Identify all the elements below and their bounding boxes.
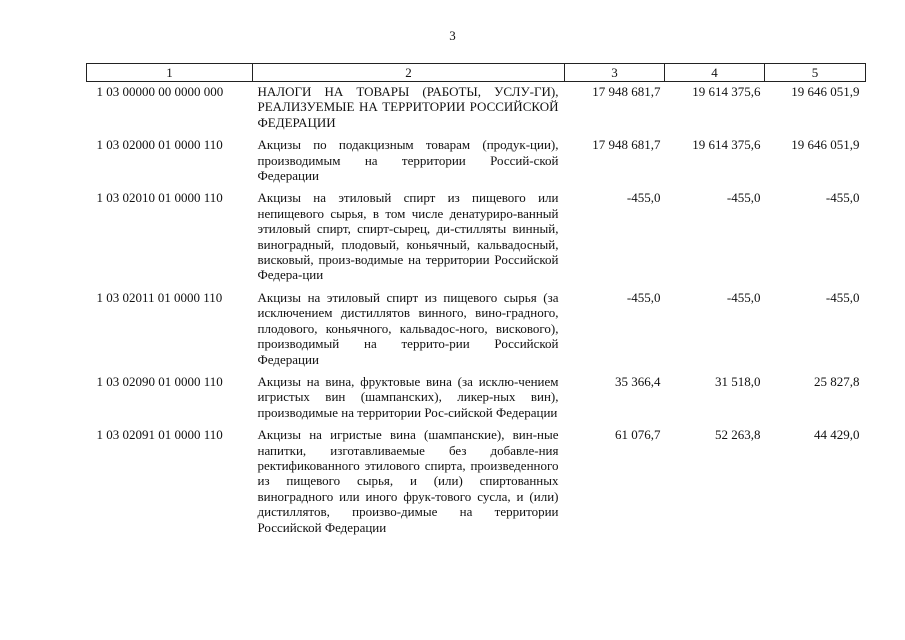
amount-col-4: 52 263,8 [715,427,761,443]
column-header-1: 1 [87,64,253,82]
amount-col-5: 44 429,0 [814,427,860,443]
amount-col-3: 17 948 681,7 [592,84,661,99]
amount-col-3: -455,0 [626,190,661,206]
classification-code: 1 03 02091 01 0000 110 [96,427,223,443]
revenue-name: Акцизы на этиловый спирт из пищевого или непищевого сырья, в том числе денатуриро-ванный этиловый спирт, спирт-сырец, ди-стилляты винный, виноградный, плодовый, коньячный, кальвадосный, висковый, произ-водимые на территории Российской Федера-ции [257,190,559,283]
table-header-row [87,64,866,82]
column-header-4: 4 [665,64,765,82]
amount-col-5: 19 646 051,9 [791,84,860,99]
classification-code: 1 03 02000 01 0000 110 [96,137,223,153]
amount-col-5: -455,0 [825,190,860,206]
classification-code: 1 03 00000 00 0000 000 [96,84,224,99]
amount-col-4: 19 614 375,6 [692,84,761,99]
budget-revenue-table [86,63,866,540]
column-header-5: 5 [765,64,866,82]
table-row [87,82,866,136]
amount-col-5: 19 646 051,9 [791,137,860,153]
table-row [87,372,866,425]
amount-col-4: -455,0 [726,289,761,305]
amount-col-4: 19 614 375,6 [692,137,761,153]
amount-col-3: 17 948 681,7 [592,137,661,153]
table-row [87,288,866,372]
amount-col-5: 25 827,8 [814,373,860,389]
column-header-3: 3 [565,64,665,82]
classification-code: 1 03 02010 01 0000 110 [96,190,223,206]
revenue-name: Акцизы на вина, фруктовые вина (за исклю-чением игристых вин (шампанских), ликер-ных вин), производимые на территории Рос-сийской Федерации [257,373,559,420]
page-number: 3 [449,28,456,43]
amount-col-3: -455,0 [626,289,661,305]
amount-col-3: 61 076,7 [615,427,661,443]
revenue-name: НАЛОГИ НА ТОВАРЫ (РАБОТЫ, УСЛУ-ГИ), РЕАЛИЗУЕМЫЕ НА ТЕРРИТОРИИ РОССИЙСКОЙ ФЕДЕРАЦИИ [257,84,559,130]
revenue-name: Акцизы на этиловый спирт из пищевого сырья (за исключением дистиллятов винного, вино-градного, плодового, коньячного, кальвадос-ного, вискового), производимый на террито-рии Российской Федерации [257,289,559,367]
amount-col-4: 31 518,0 [715,373,761,389]
table-row [87,425,866,540]
amount-col-3: 35 366,4 [615,373,661,389]
column-header-2: 2 [253,64,565,82]
table-row [87,135,866,188]
table-row [87,188,866,287]
classification-code: 1 03 02090 01 0000 110 [96,373,223,389]
classification-code: 1 03 02011 01 0000 110 [96,289,223,305]
revenue-name: Акцизы на игристые вина (шампанские), вин-ные напитки, изготавливаемые без добавле-ния ректификованного этилового спирта, произведенного из пищевого сырья, и (или) спиртованных виноградного или иного фрук-тового сусла, и (или) дистиллятов, произво-димые на территории Российской Федерации [257,427,559,535]
amount-col-4: -455,0 [726,190,761,206]
revenue-name: Акцизы по подакцизным товарам (продук-ции), производимым на территории Россий-ской Федерации [257,137,559,184]
amount-col-5: -455,0 [825,289,860,305]
